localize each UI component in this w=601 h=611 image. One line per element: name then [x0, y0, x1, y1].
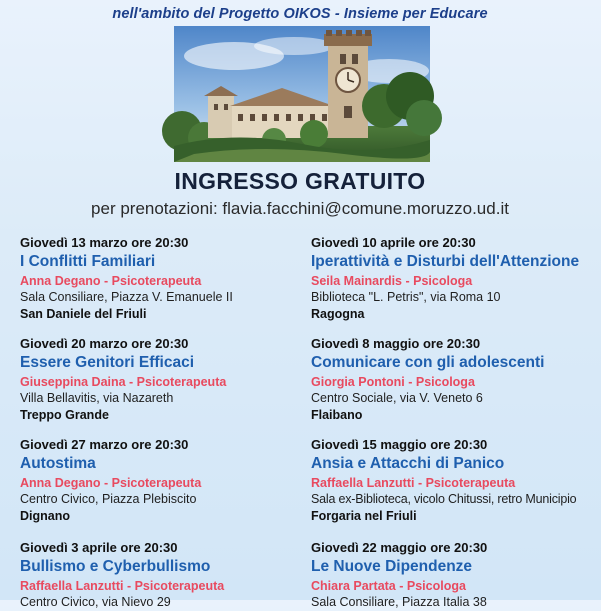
event-title: Comunicare con gli adolescenti — [311, 354, 545, 371]
event-speaker: Raffaella Lanzutti - Psicoterapeuta — [20, 579, 225, 593]
event-speaker: Anna Degano - Psicoterapeuta — [20, 476, 202, 490]
event-title: Essere Genitori Efficaci — [20, 354, 195, 371]
event-venue: Sala Consiliare, Piazza V. Emanuele II — [20, 290, 233, 304]
event-date: Giovedì 15 maggio ore 20:30 — [311, 437, 488, 452]
event-card — [311, 234, 601, 323]
event-title: I Conflitti Familiari — [20, 253, 156, 270]
event-title: Autostima — [20, 455, 96, 472]
event-venue: Centro Sociale, via V. Veneto 6 — [311, 391, 483, 405]
event-title: Le Nuove Dipendenze — [311, 558, 473, 575]
event-venue: Sala Consiliare, Piazza Italia 38 — [311, 595, 487, 609]
event-date: Giovedì 10 aprile ore 20:30 — [311, 235, 476, 250]
event-speaker: Raffaella Lanzutti - Psicoterapeuta — [311, 476, 516, 490]
event-date: Giovedì 8 maggio ore 20:30 — [311, 336, 481, 351]
castle-photo-icon — [174, 26, 430, 162]
event-venue: Centro Civico, Piazza Plebiscito — [20, 492, 197, 506]
event-card — [311, 436, 601, 525]
event-town: Dignano — [20, 509, 70, 523]
event-town: San Daniele del Friuli — [20, 307, 147, 321]
event-title: Bullismo e Cyberbullismo — [20, 558, 211, 575]
event-venue: Sala ex-Biblioteca, vicolo Chitussi, retro Municipio — [311, 492, 577, 506]
booking-info: per prenotazioni: flavia.facchini@comune.moruzzo.ud.it — [91, 199, 509, 218]
event-title: Ansia e Attacchi di Panico — [311, 455, 505, 472]
event-date: Giovedì 27 marzo ore 20:30 — [20, 437, 189, 452]
event-speaker: Chiara Partata - Psicologa — [311, 579, 466, 593]
event-date: Giovedì 13 marzo ore 20:30 — [20, 235, 189, 250]
event-card — [20, 234, 310, 323]
event-card — [311, 539, 601, 611]
event-date: Giovedì 22 maggio ore 20:30 — [311, 540, 488, 555]
event-date: Giovedì 3 aprile ore 20:30 — [20, 540, 178, 555]
event-card — [20, 335, 310, 424]
castle-photo — [174, 26, 430, 162]
event-town: Ragogna — [311, 307, 365, 321]
event-speaker: Anna Degano - Psicoterapeuta — [20, 274, 202, 288]
event-town: Treppo Grande — [20, 408, 109, 422]
free-entry-title: INGRESSO GRATUITO — [174, 168, 426, 194]
event-card — [20, 539, 310, 611]
event-speaker: Giuseppina Daina - Psicoterapeuta — [20, 375, 227, 389]
event-venue: Centro Civico, via Nievo 29 — [20, 595, 171, 609]
event-town: Flaibano — [311, 408, 363, 422]
event-date: Giovedì 20 marzo ore 20:30 — [20, 336, 189, 351]
event-speaker: Giorgia Pontoni - Psicologa — [311, 375, 475, 389]
project-subtitle: nell'ambito del Progetto OIKOS - Insieme per Educare — [112, 6, 488, 22]
event-venue: Biblioteca "L. Petris", via Roma 10 — [311, 290, 501, 304]
event-card — [311, 335, 601, 424]
event-title: Iperattività e Disturbi dell'Attenzione — [311, 253, 580, 270]
event-speaker: Seila Mainardis - Psicologa — [311, 274, 473, 288]
event-card — [20, 436, 310, 525]
event-venue: Villa Bellavitis, via Nazareth — [20, 391, 174, 405]
event-town: Forgaria nel Friuli — [311, 509, 417, 523]
